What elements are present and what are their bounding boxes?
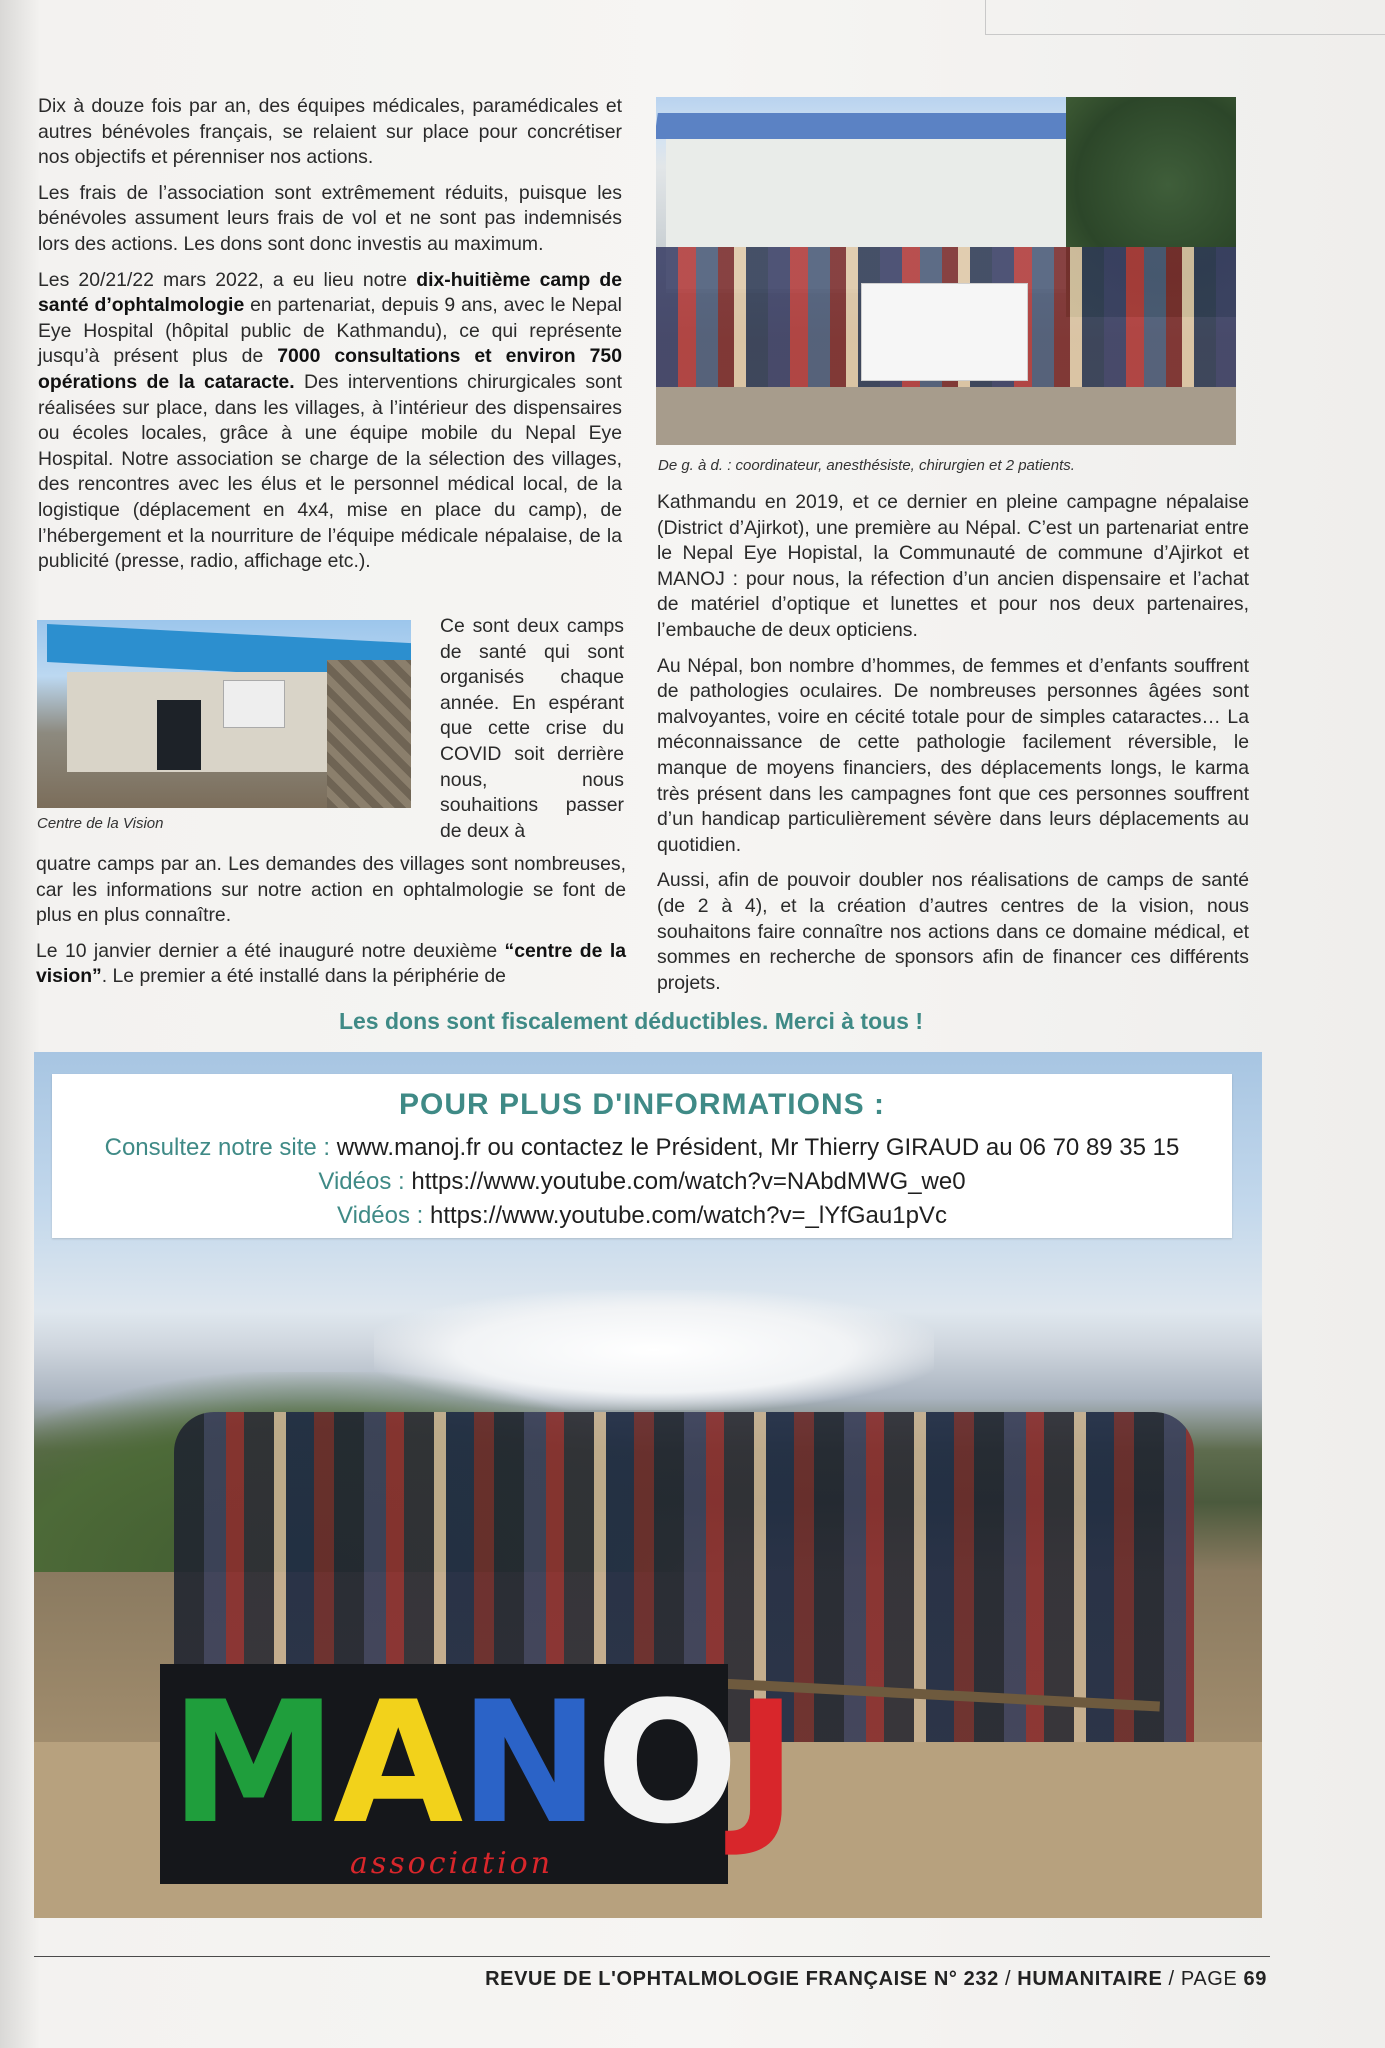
bold-camp-title: dix-huitième camp de santé d’ophtalmologie [38, 268, 622, 317]
info-video-line-1 [52, 1168, 1232, 1196]
info-contact-line [52, 1134, 1232, 1162]
paragraph-sponsors: Aussi, afin de pouvoir doubler nos réalisations de camps de santé (de 2 à 4), et la création d’autres centres de la vision, nous souhaitons faire connaître nos actions dans ce domaine médical, et sommes en recherche de sponsors afin de financer ces différents projets. [657, 869, 1249, 994]
manoj-logo-subtitle: association [350, 1846, 554, 1881]
info-site-label: Consultez notre site : [104, 1134, 337, 1161]
paragraph-costs: Les frais de l’association sont extrêmement réduits, puisque les bénévoles assument leurs frais de vol et ne sont pas indemnisés lors des actions. Les dons sont donc investis au maximum. [38, 181, 622, 255]
info-site-text[interactable]: www.manoj.fr ou contactez le Président, Mr Thierry GIRAUD au 06 70 89 35 15 [336, 1134, 1180, 1161]
video-link-1[interactable]: https://www.youtube.com/watch?v=NAbdMWG_we0 [411, 1168, 966, 1195]
donations-note: Les dons sont fiscalement déductibles. Merci à tous ! [338, 1008, 924, 1034]
paragraph-centre: Le 10 janvier dernier a été inauguré notre deuxième “centre de la vision”. Le premier a été installé dans la périphérie de [36, 939, 626, 988]
corner-frame [985, 0, 1385, 35]
paragraph-partnership: Kathmandu en 2019, et ce dernier en pleine campagne népalaise (District d’Ajirkot), une première au Népal. C’est un partenariat entre le Nepal Eye Hopistal, la Communauté de commune d’Ajirkot et MANOJ : pour nous, la réfection d’un ancien dispensaire et l’achat de matériel d’optique et lunettes et pour nos deux partenaires, l’embauche de deux opticiens. [657, 491, 1249, 641]
info-video-label-2: Vidéos : [337, 1202, 430, 1229]
page-footer: REVUE DE L'OPHTALMOLOGIE FRANÇAISE N° 232 / HUMANITAIRE / PAGE 69 [485, 1968, 1267, 1990]
left-column-top [38, 94, 622, 585]
video-link-2[interactable]: https://www.youtube.com/watch?v=_lYfGau1pVc [430, 1202, 947, 1229]
footer-page-number: 69 [1243, 1968, 1267, 1990]
right-column [657, 490, 1249, 1006]
footer-section: HUMANITAIRE [1017, 1968, 1163, 1990]
bold-stats: 7000 consultations et environ 750 opérations de la cataracte. [38, 345, 622, 393]
info-box [52, 1074, 1232, 1238]
photo-centre-vision [37, 620, 411, 808]
left-column-bottom [36, 852, 626, 1000]
info-video-line-2 [52, 1202, 1232, 1230]
paragraph-camps-wrap: Ce sont deux camps de santé qui sont organisés chaque année. En espérant que cette crise du COVID soit derrière nous, nous souhaitions passer de deux à [440, 615, 624, 842]
manoj-banner [160, 1664, 794, 1884]
footer-publication: REVUE DE L'OPHTALMOLOGIE FRANÇAISE N° 232 [485, 1968, 999, 1990]
manoj-logo: MANOJ [170, 1665, 794, 1861]
bold-centre-vision: “centre de la vision” [36, 939, 626, 988]
paragraph-pathologies: Au Népal, bon nombre d’hommes, de femmes et d’enfants souffrent de pathologies oculaires. De nombreuses personnes âgées sont malvoyantes, voire en cécité totale pour de simples cataractes… La méconnaissance de cette pathologie facilement réversible, le manque de moyens financiers, des déplacements longs, le karma très présent dans les campagnes font que ces personnes souffrent d’un handicap particulièrement sévère dans leurs déplacements au quotidien. [657, 654, 1249, 856]
footer-page-label: PAGE [1180, 1968, 1238, 1990]
info-title: POUR PLUS D'INFORMATIONS : [399, 1088, 885, 1121]
paragraph-camp: Les 20/21/22 mars 2022, a eu lieu notre dix-huitième camp de santé d’ophtalmologie en partenariat, depuis 9 ans, avec le Nepal Eye Hospital (hôpital public de Kathmandu), ce qui représente jusqu’à présent plus de 7000 consultations et environ 750 opérations de la cataracte. Des interventions chirurgicales sont réalisées sur place, dans les villages, à l’intérieur des dispensaires ou écoles locales, grâce à une équipe mobile du Nepal Eye Hospital. Notre association se charge de la sélection des villages, des rencontres avec les élus et le personnel médical local, de la logistique (déplacement en 4x4, mise en place du camp), de l’hébergement et la nourriture de l’équipe médicale népalaise, de la publicité (presse, radio, affichage etc.). [38, 268, 622, 573]
paragraph-teams: Dix à douze fois par an, des équipes médicales, paramédicales et autres bénévoles français, se relaient sur place pour concrétiser nos objectifs et pérenniser nos actions. [38, 95, 622, 169]
footer-rule [34, 1956, 1270, 1957]
photo-clinic-group [656, 97, 1236, 445]
caption-centre-vision: Centre de la Vision [37, 815, 164, 832]
paragraph-camps-rest: quatre camps par an. Les demandes des villages sont nombreuses, car les informations sur notre action en ophtalmologie se font de plus en plus connaître. [36, 853, 626, 927]
caption-clinic-group: De g. à d. : coordinateur, anesthésiste, chirurgien et 2 patients. [658, 457, 1075, 474]
info-video-label-1: Vidéos : [318, 1168, 412, 1195]
